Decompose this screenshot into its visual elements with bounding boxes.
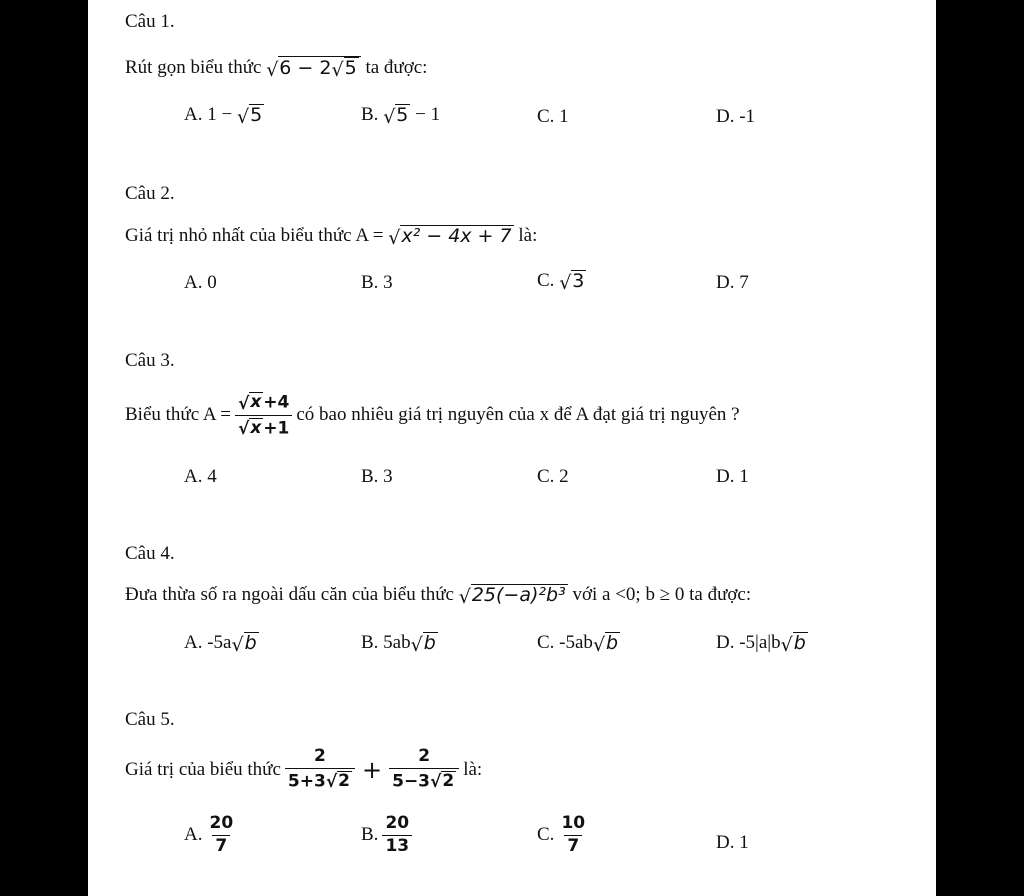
q4-option-d: D. -5|a|b √ b [716,632,806,656]
q1-option-a: A. 1 − √ 5 [184,104,263,128]
q3-option-a: A. 4 [184,466,217,487]
q1-prompt-post: ta được: [365,56,428,78]
q1-title: Câu 1. [125,11,175,32]
q2-sqrt: √ x² − 4x + 7 [388,225,512,249]
q4-option-b: B. 5ab √ b [361,632,436,656]
q2-option-b: B. 3 [361,272,393,293]
q5-fraction-1: 2 5+3 √ 2 [285,748,355,791]
q3-fraction: √ x +4 √ x +1 [235,392,292,438]
q5-plus: + [362,755,383,784]
q1-prompt [125,56,427,80]
q3-title: Câu 3. [125,350,175,371]
q3-prompt: Biểu thức A = √ x +4 √ x +1 có bao nhiêu giá trị nguyên của x để A đạt giá trị nguyên ? [125,392,740,440]
q4-prompt: Đưa thừa số ra ngoài dấu căn của biểu thức √ 25(−a)²b³ với a <0; b ≥ 0 ta được: [125,584,752,608]
q2-prompt: Giá trị nhỏ nhất của biểu thức A = √ x² − 4x + 7 là: [125,225,538,249]
q5-option-c: C. $\frac{10}{7}$ [537,813,586,856]
q5-option-b: B. $\frac{20}{13}$ [361,815,416,856]
q1-sqrt: √ 6 − 2 √ 5 [266,56,361,80]
q2-option-a: A. 0 [184,272,217,293]
q1-option-c: C. 1 [537,106,569,127]
q5-option-d: D. 1 [716,832,749,853]
q1-radicand-b: 5 [344,57,357,79]
q2-option-c: C. √ 3 [537,270,585,294]
document-page [88,0,936,896]
q5-option-a: A. $\frac{20}{7}$ [184,813,234,856]
q1-option-b: B. √ 5 − 1 [361,104,441,128]
q5-prompt: Giá trị của biểu thức 2 5+3 √ 2 + 2 5−3 √ 2 là: [125,746,483,793]
q1-radicand-a: 6 − 2 [279,56,332,79]
q5-title: Câu 5. [125,709,175,730]
q1-prompt-pre: Rút gọn biểu thức [125,56,262,78]
q4-option-a: A. -5a √ b [184,632,257,656]
q4-title: Câu 4. [125,543,175,564]
q1-option-d: D. -1 [716,106,756,127]
q3-option-d: D. 1 [716,466,749,487]
q3-option-c: C. 2 [537,466,569,487]
q4-option-c: C. -5ab √ b [537,632,619,656]
q5-fraction-2: 2 5−3 √ 2 [389,748,459,791]
q3-option-b: B. 3 [361,466,393,487]
q2-title: Câu 2. [125,183,175,204]
q4-sqrt: √ 25(−a)²b³ [458,584,566,608]
q2-option-d: D. 7 [716,272,749,293]
